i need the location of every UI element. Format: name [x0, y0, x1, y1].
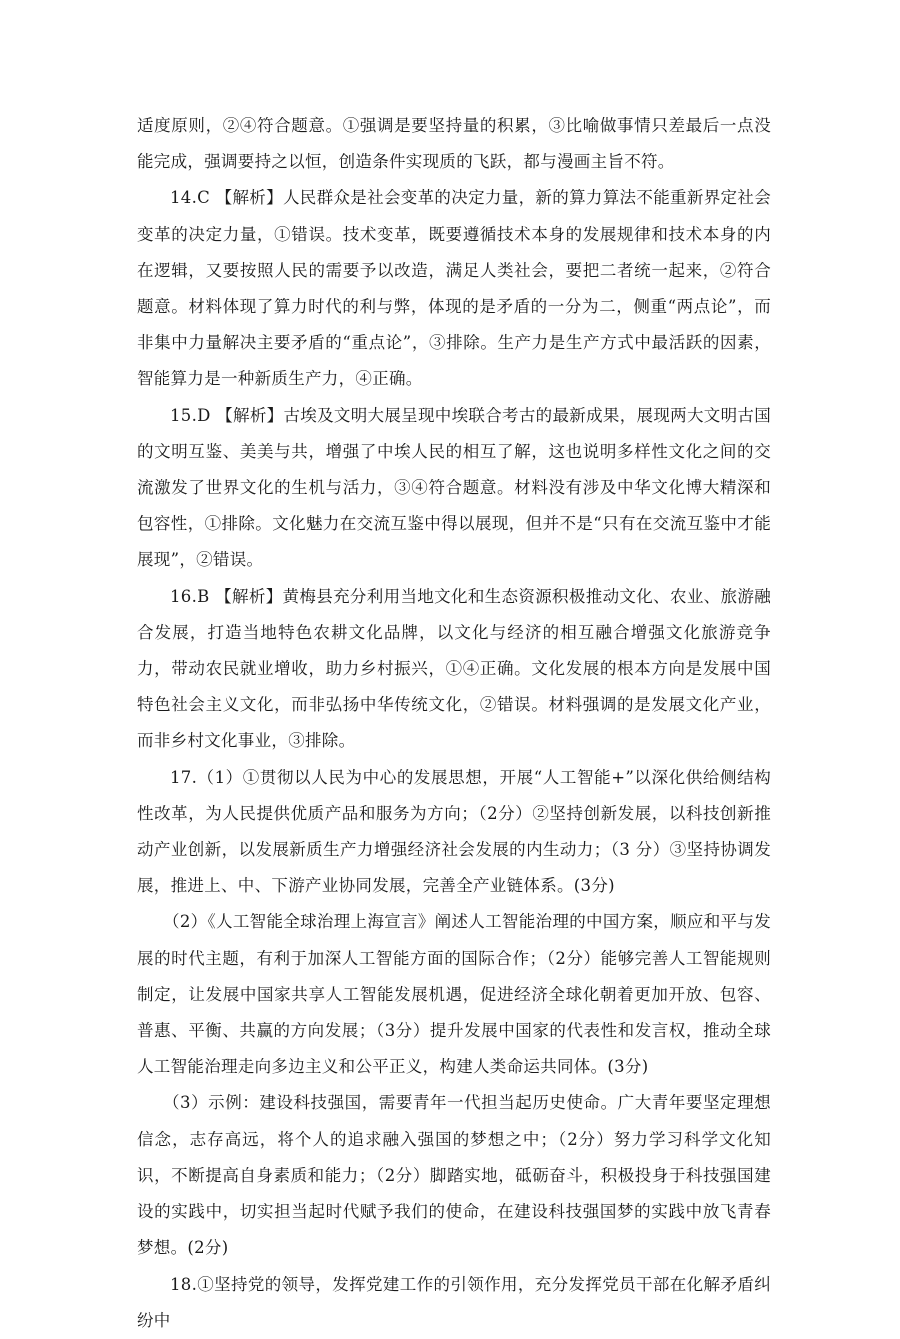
answer-page: [137, 108, 771, 1339]
answer-13-continuation: 适度原则，②④符合题意。①强调是要坚持量的积累，③比喻做事情只差最后一点没能完成，强调要持之以恒，创造条件实现质的飞跃，都与漫画主旨不符。: [137, 116, 771, 172]
answer-17-part-1: 17.（1）①贯彻以人民为中心的发展思想，开展“人工智能+”以深化供给侧结构性改革，为人民提供优质产品和服务为方向；（2分）②坚持创新发展，以科技创新推动产业创新，以发展新质生产力增强经济社会发展的内生动力；（3 分）③坚持协调发展，推进上、中、下游产业协同发展，完善全产业链体系。(3分): [137, 767, 771, 896]
answer-17-part-2: （2）《人工智能全球治理上海宣言》阐述人工智能治理的中国方案，顺应和平与发展的时代主题，有利于加深人工智能方面的国际合作；（2分）能够完善人工智能规则制定，让发展中国家共享人工智能发展机遇，促进经济全球化朝着更加开放、包容、普惠、平衡、共赢的方向发展；（3分）提升发展中国家的代表性和发言权，推动全球人工智能治理走向多边主义和公平正义，构建人类命运共同体。(3分): [137, 912, 771, 1077]
answer-16: 16.B 【解析】黄梅县充分利用当地文化和生态资源积极推动文化、农业、旅游融合发展，打造当地特色农耕文化品牌，以文化与经济的相互融合增强文化旅游竞争力，带动农民就业增收，助力乡村振兴，①④正确。文化发展的根本方向是发展中国特色社会主义文化，而非弘扬中华传统文化，②错误。材料强调的是发展文化产业，而非乡村文化事业，③排除。: [137, 586, 771, 751]
answer-17-part-3: （3）示例：建设科技强国，需要青年一代担当起历史使命。广大青年要坚定理想信念，志存高远，将个人的追求融入强国的梦想之中；（2分）努力学习科学文化知识，不断提高自身素质和能力；（2分）脚踏实地，砥砺奋斗，积极投身于科技强国建设的实践中，切实担当起时代赋予我们的使命，在建设科技强国梦的实践中放飞青春梦想。(2分): [137, 1093, 771, 1258]
answer-15: 15.D 【解析】古埃及文明大展呈现中埃联合考古的最新成果，展现两大文明古国的文明互鉴、美美与共，增强了中埃人民的相互了解，这也说明多样性文化之间的交流激发了世界文化的生机与活力，③④符合题意。材料没有涉及中华文化博大精深和包容性，①排除。文化魅力在交流互鉴中得以展现，但并不是“只有在交流互鉴中才能展现”，②错误。: [137, 405, 771, 570]
answer-14: 14.C 【解析】人民群众是社会变革的决定力量，新的算力算法不能重新界定社会变革的决定力量，①错误。技术变革，既要遵循技术本身的发展规律和技术本身的内在逻辑，又要按照人民的需要予以改造，满足人类社会，要把二者统一起来，②符合题意。材料体现了算力时代的利与弊，体现的是矛盾的一分为二，侧重“两点论”，而非集中力量解决主要矛盾的“重点论”，③排除。生产力是生产方式中最活跃的因素，智能算力是一种新质生产力，④正确。: [137, 188, 771, 389]
answer-18: 18.①坚持党的领导，发挥党建工作的引领作用，充分发挥党员干部在化解矛盾纠纷中: [137, 1274, 771, 1330]
